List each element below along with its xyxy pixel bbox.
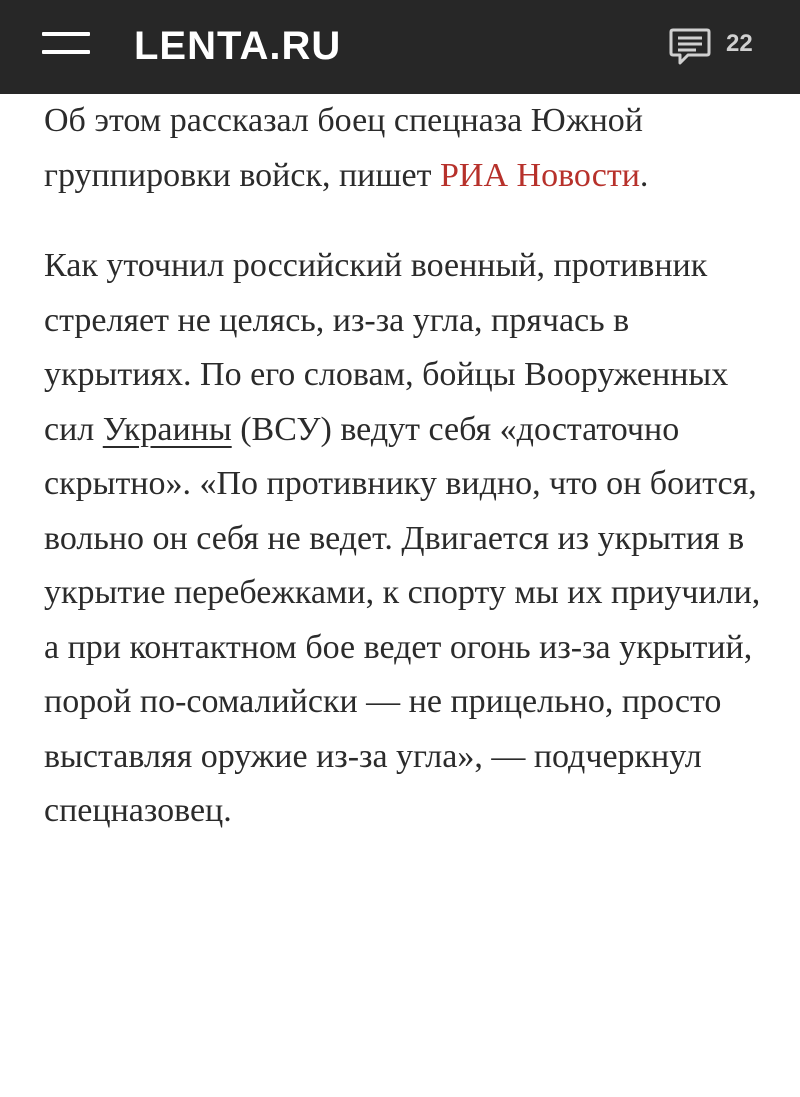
article-paragraph (44, 239, 764, 839)
article-body (44, 94, 764, 839)
hamburger-menu-icon[interactable] (40, 26, 92, 60)
paragraph-text: Как уточнил российский военный, противник стреляет не целясь, из-за угла, прячась в укрытиях. По его словам, бойцы Вооруженных сил (44, 247, 729, 448)
top-navigation-bar (0, 0, 800, 94)
menu-line (42, 50, 90, 54)
paragraph-text: . (639, 156, 649, 194)
paragraph-text: Об этом рассказал боец спецназа Южной группировки войск, пишет (44, 102, 644, 194)
menu-line (42, 32, 90, 36)
article-paragraph (44, 94, 764, 203)
ukraine-link[interactable]: Украины (102, 410, 232, 448)
comments-count: 22 (726, 30, 753, 57)
ria-novosti-link[interactable]: РИА Новости (440, 156, 640, 194)
paragraph-text: (ВСУ) ведут себя «достаточно скрытно». «По противнику видно, что он боится, вольно он себя не ведет. Двигается из укрытия в укрытие перебежками, к спорту мы их приучили, а при контактном бое ведет огонь из-за укрытий, порой по-сомалийски — не прицельно, просто выставляя оружие из-за угла», — подчеркнул спецназовец. (44, 410, 761, 829)
site-logo[interactable]: LENTA.RU (134, 24, 342, 68)
comments-button[interactable] (668, 24, 778, 68)
comment-bubble-icon (668, 26, 712, 66)
